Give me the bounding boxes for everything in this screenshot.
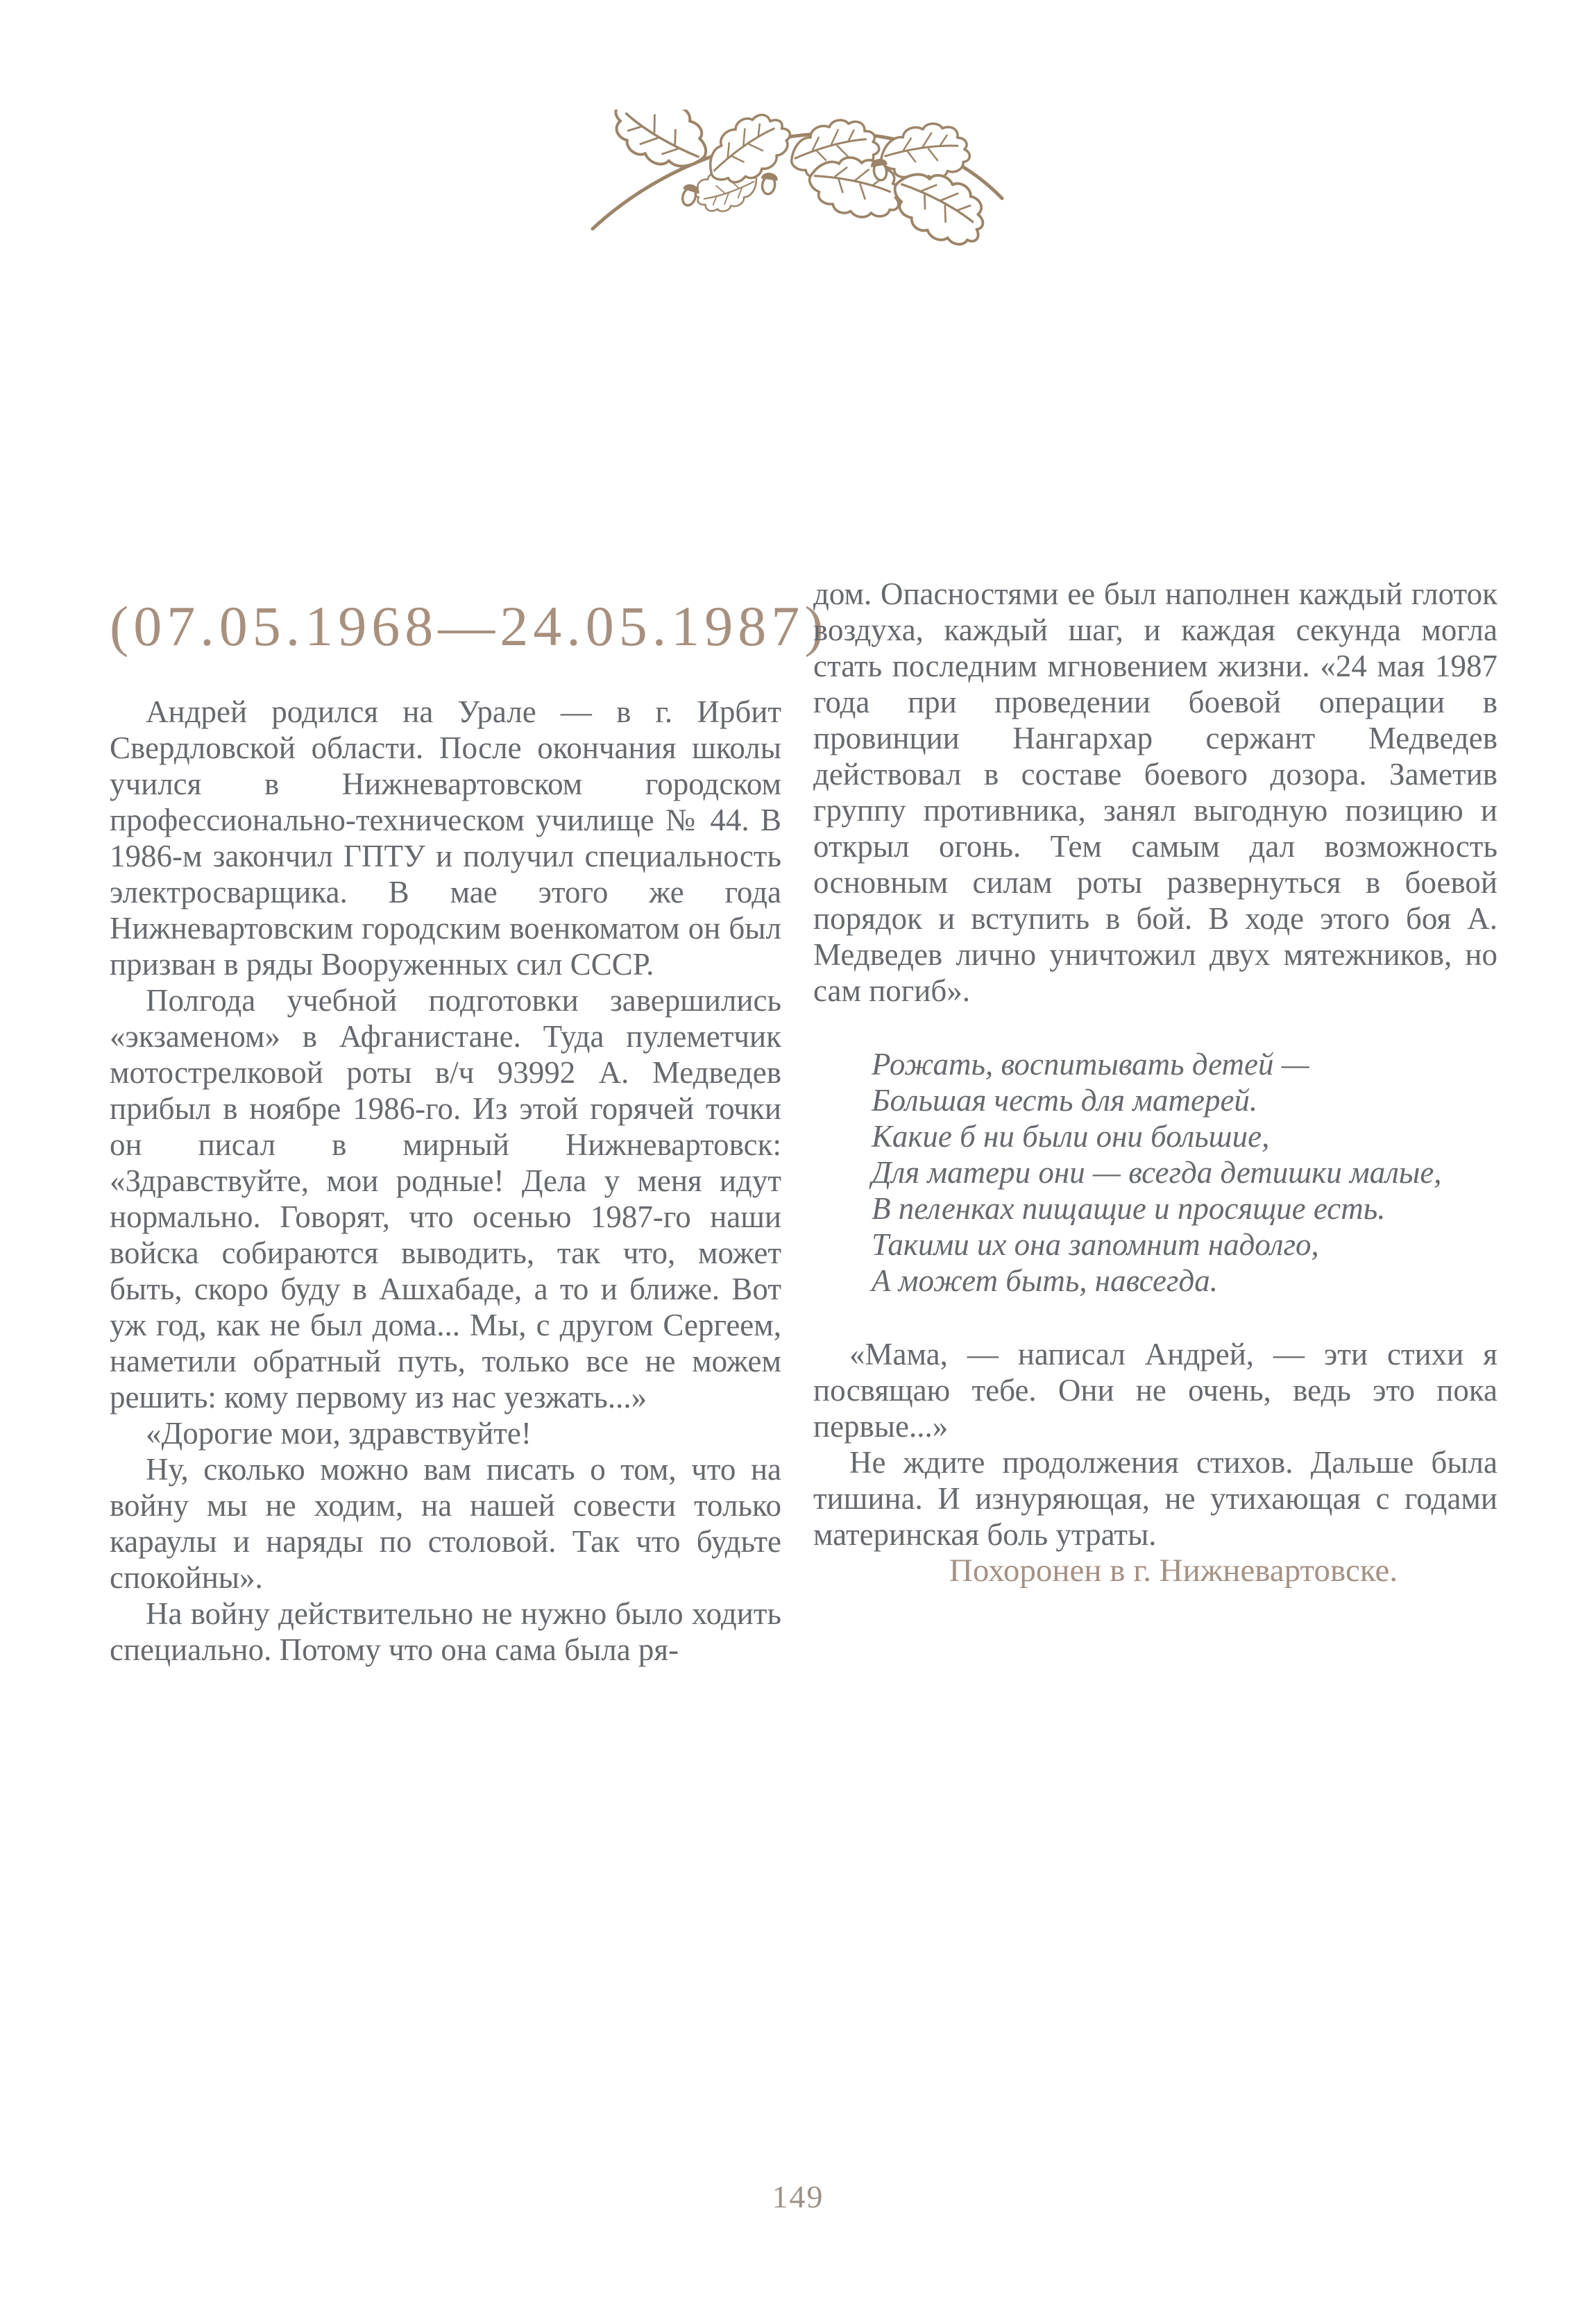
paragraph: Андрей родился на Урале — в г. Ирбит Свердловской области. После окончания школы учился в Нижневартовском городском профессионально-техническом училище № 44. В 1986-м закончил ГПТУ и получил специальность электросварщика. В мае этого же года Нижневартовским городским военкоматом он был призван в ряды Вооруженных сил СССР. bbox=[110, 694, 781, 982]
poem-line: Для матери они — всегда детишки малые, bbox=[872, 1155, 1442, 1190]
paragraph: Ну, сколько можно вам писать о том, что на войну мы не ходим, на нашей совести только караулы и наряды по столовой. Так что будьте спокойны». bbox=[110, 1452, 781, 1595]
left-column bbox=[110, 595, 829, 1668]
page-number: 149 bbox=[772, 2179, 824, 2214]
burial-note: Похоронен в г. Нижневартовске. bbox=[949, 1553, 1398, 1589]
poem-line: Рожать, воспитывать детей — bbox=[872, 1047, 1309, 1082]
poem-line: В пеленках пищащие и просящие есть. bbox=[872, 1191, 1386, 1226]
paragraph: «Мама, — написал Андрей, — эти стихи я посвящаю тебе. Они не очень, ведь это пока первые...» bbox=[813, 1337, 1497, 1444]
paragraph: Не ждите продолжения стихов. Дальше была тишина. И изнуряющая, не утихающая с годами материнская боль утраты. bbox=[813, 1445, 1497, 1552]
poem bbox=[872, 1046, 1497, 1299]
poem-line: А может быть, навсегда. bbox=[872, 1263, 1218, 1298]
paragraph: дом. Опасностями ее был наполнен каждый глоток воздуха, каждый шаг, и каждая секунда могла стать последним мгновением жизни. «24 мая 1987 года при проведении боевой операции в провинции Нангархар сержант Медведев действовал в составе боевого дозора. Заметив группу противника, занял выгодную позицию и открыл огонь. Тем самым дал возможность основным силам роты развернуться в боевой порядок и вступить в бой. В ходе этого боя А. Медведев лично уничтожил двух мятежников, но сам погиб». bbox=[813, 576, 1497, 1008]
paragraph: На войну действительно не нужно было ходить специально. Потому что она сама была ря- bbox=[110, 1596, 781, 1667]
paragraph: «Дорогие мои, здравствуйте! bbox=[146, 1416, 532, 1451]
poem-line: Какие б ни были они большие, bbox=[872, 1119, 1270, 1154]
dates-heading: (07.05.1968—24.05.1987) bbox=[110, 595, 829, 658]
oak-branch-ornament bbox=[584, 110, 1013, 252]
poem-line: Такими их она запомнит надолго, bbox=[872, 1227, 1319, 1262]
paragraph: Полгода учебной подготовки завершились «экзаменом» в Афганистане. Туда пулеметчик мотострелковой роты в/ч 93992 А. Медведев прибыл в ноябре 1986-го. Из этой горячей точки он писал в мирный Нижневартовск: «Здравствуйте, мои родные! Дела у меня идут нормально. Говорят, что осенью 1987-го наши войска собираются выводить, так что, может быть, скоро буду в Ашхабаде, а то и ближе. Вот уж год, как не был дома... Мы, с другом Сергеем, наметили обратный путь, только все не можем решить: кому первому из нас уезжать...» bbox=[110, 983, 781, 1415]
right-column bbox=[813, 576, 1497, 1589]
poem-line: Большая честь для матерей. bbox=[872, 1083, 1258, 1118]
